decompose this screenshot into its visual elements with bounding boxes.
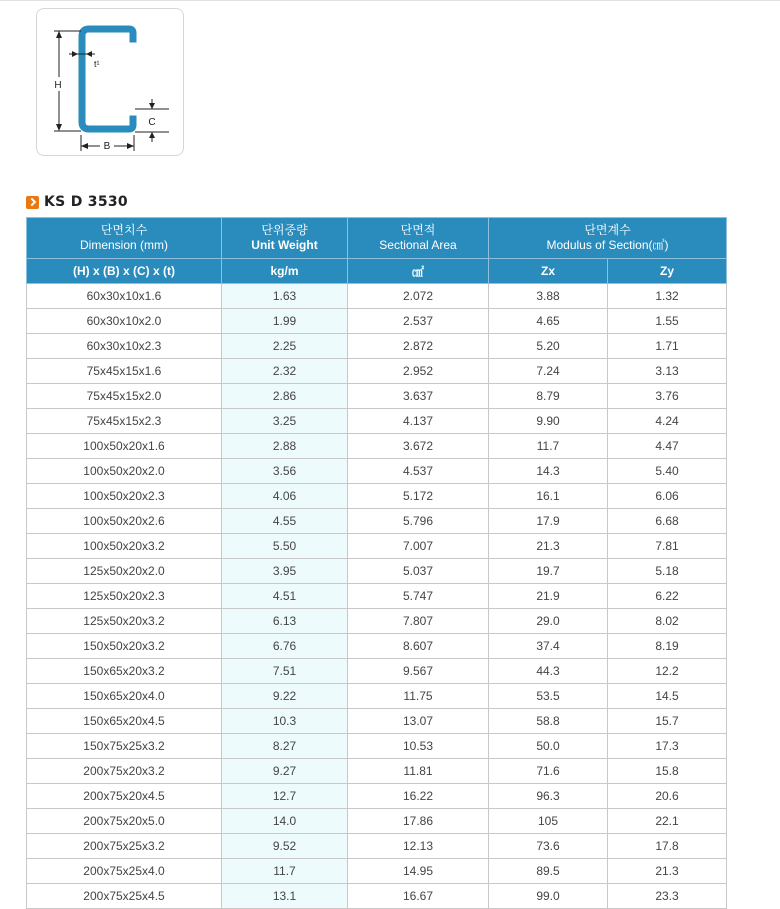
cell-zy: 17.8	[608, 834, 727, 859]
cell-dimension: 150x65x20x3.2	[27, 659, 222, 684]
cell-zx: 21.9	[489, 584, 608, 609]
table-row	[27, 784, 727, 809]
cell-area: 12.13	[348, 834, 489, 859]
table-row	[27, 609, 727, 634]
cell-dimension: 100x50x20x2.0	[27, 459, 222, 484]
cell-dimension: 60x30x10x2.0	[27, 309, 222, 334]
cell-area: 8.607	[348, 634, 489, 659]
cell-zx: 21.3	[489, 534, 608, 559]
cell-weight: 7.51	[222, 659, 348, 684]
cell-zy: 17.3	[608, 734, 727, 759]
header-modulus: 단면계수 Modulus of Section(㎤)	[489, 218, 727, 259]
cell-area: 3.672	[348, 434, 489, 459]
cell-zy: 12.2	[608, 659, 727, 684]
cell-area: 14.95	[348, 859, 489, 884]
label-c: C	[148, 117, 156, 128]
cell-zx: 16.1	[489, 484, 608, 509]
cell-area: 10.53	[348, 734, 489, 759]
cell-dimension: 150x50x20x3.2	[27, 634, 222, 659]
cell-zx: 44.3	[489, 659, 608, 684]
cell-weight: 4.06	[222, 484, 348, 509]
cell-weight: 13.1	[222, 884, 348, 909]
cell-dimension: 125x50x20x3.2	[27, 609, 222, 634]
cell-weight: 8.27	[222, 734, 348, 759]
cell-area: 4.537	[348, 459, 489, 484]
cell-zx: 105	[489, 809, 608, 834]
table-row	[27, 534, 727, 559]
cell-area: 7.007	[348, 534, 489, 559]
cell-weight: 2.25	[222, 334, 348, 359]
table-body	[27, 284, 727, 909]
cell-zy: 7.81	[608, 534, 727, 559]
cell-dimension: 200x75x25x3.2	[27, 834, 222, 859]
unit-zx: Zx	[489, 259, 608, 284]
channel-diagram-box	[36, 8, 184, 156]
cell-zy: 1.32	[608, 284, 727, 309]
cell-zx: 73.6	[489, 834, 608, 859]
cell-zx: 53.5	[489, 684, 608, 709]
cell-zy: 15.7	[608, 709, 727, 734]
cell-area: 5.172	[348, 484, 489, 509]
cell-dimension: 100x50x20x3.2	[27, 534, 222, 559]
cell-zy: 1.55	[608, 309, 727, 334]
cell-zx: 96.3	[489, 784, 608, 809]
cell-zx: 89.5	[489, 859, 608, 884]
table-row	[27, 634, 727, 659]
channel-profile	[82, 29, 133, 129]
cell-zy: 14.5	[608, 684, 727, 709]
cell-zy: 6.22	[608, 584, 727, 609]
cell-weight: 12.7	[222, 784, 348, 809]
table-row	[27, 759, 727, 784]
cell-weight: 1.63	[222, 284, 348, 309]
cell-zy: 3.76	[608, 384, 727, 409]
cell-weight: 14.0	[222, 809, 348, 834]
cell-zx: 14.3	[489, 459, 608, 484]
cell-zy: 21.3	[608, 859, 727, 884]
cell-zx: 9.90	[489, 409, 608, 434]
header-dimension: 단면치수 Dimension (mm)	[27, 218, 222, 259]
header-row-main	[27, 218, 727, 259]
cell-weight: 4.51	[222, 584, 348, 609]
cell-zy: 8.19	[608, 634, 727, 659]
cell-dimension: 100x50x20x2.3	[27, 484, 222, 509]
cell-area: 11.75	[348, 684, 489, 709]
table-row	[27, 684, 727, 709]
table-row	[27, 359, 727, 384]
cell-zy: 5.18	[608, 559, 727, 584]
table-row	[27, 659, 727, 684]
cell-weight: 6.13	[222, 609, 348, 634]
unit-zy: Zy	[608, 259, 727, 284]
top-divider	[0, 0, 780, 1]
section-heading	[26, 193, 128, 211]
cell-zy: 6.68	[608, 509, 727, 534]
cell-weight: 11.7	[222, 859, 348, 884]
table-row	[27, 284, 727, 309]
cell-dimension: 200x75x20x4.5	[27, 784, 222, 809]
cell-zx: 19.7	[489, 559, 608, 584]
cell-weight: 9.22	[222, 684, 348, 709]
table-row	[27, 834, 727, 859]
cell-weight: 5.50	[222, 534, 348, 559]
cell-dimension: 60x30x10x2.3	[27, 334, 222, 359]
cell-area: 3.637	[348, 384, 489, 409]
table-row	[27, 859, 727, 884]
table-row	[27, 509, 727, 534]
header-unit-weight: 단위중량 Unit Weight	[222, 218, 348, 259]
cell-zy: 22.1	[608, 809, 727, 834]
table-row	[27, 709, 727, 734]
cell-zx: 3.88	[489, 284, 608, 309]
cell-zx: 58.8	[489, 709, 608, 734]
cell-dimension: 150x75x25x3.2	[27, 734, 222, 759]
label-t: t¹	[94, 59, 100, 69]
unit-area: ㎠	[348, 259, 489, 284]
cell-dimension: 200x75x25x4.0	[27, 859, 222, 884]
header-sectional-area: 단면적 Sectional Area	[348, 218, 489, 259]
cell-dimension: 60x30x10x1.6	[27, 284, 222, 309]
spec-table	[26, 217, 727, 909]
cell-zx: 7.24	[489, 359, 608, 384]
cell-zy: 23.3	[608, 884, 727, 909]
header-row-units	[27, 259, 727, 284]
cell-dimension: 125x50x20x2.0	[27, 559, 222, 584]
cell-zy: 4.24	[608, 409, 727, 434]
cell-area: 2.952	[348, 359, 489, 384]
arrow-bullet-icon	[26, 196, 39, 209]
cell-weight: 9.52	[222, 834, 348, 859]
cell-area: 16.22	[348, 784, 489, 809]
cell-dimension: 200x75x20x5.0	[27, 809, 222, 834]
cell-weight: 3.25	[222, 409, 348, 434]
cell-zx: 4.65	[489, 309, 608, 334]
cell-area: 13.07	[348, 709, 489, 734]
cell-area: 2.537	[348, 309, 489, 334]
cell-weight: 6.76	[222, 634, 348, 659]
table-row	[27, 734, 727, 759]
label-b: B	[103, 141, 111, 152]
table-row	[27, 409, 727, 434]
cell-zx: 8.79	[489, 384, 608, 409]
cell-area: 5.796	[348, 509, 489, 534]
cell-weight: 9.27	[222, 759, 348, 784]
unit-weight: kg/m	[222, 259, 348, 284]
cell-area: 4.137	[348, 409, 489, 434]
cell-weight: 3.95	[222, 559, 348, 584]
cell-area: 2.872	[348, 334, 489, 359]
cell-zy: 6.06	[608, 484, 727, 509]
cell-zy: 20.6	[608, 784, 727, 809]
cell-weight: 4.55	[222, 509, 348, 534]
table-row	[27, 384, 727, 409]
table-row	[27, 484, 727, 509]
cell-weight: 10.3	[222, 709, 348, 734]
cell-zy: 3.13	[608, 359, 727, 384]
cell-weight: 2.32	[222, 359, 348, 384]
cell-area: 5.037	[348, 559, 489, 584]
table-row	[27, 459, 727, 484]
cell-weight: 2.86	[222, 384, 348, 409]
cell-dimension: 150x65x20x4.0	[27, 684, 222, 709]
table-row	[27, 884, 727, 909]
cell-area: 7.807	[348, 609, 489, 634]
cell-area: 17.86	[348, 809, 489, 834]
cell-zx: 71.6	[489, 759, 608, 784]
cell-dimension: 75x45x15x2.3	[27, 409, 222, 434]
section-title: KS D 3530	[44, 194, 128, 210]
table-row	[27, 434, 727, 459]
cell-zx: 37.4	[489, 634, 608, 659]
lipped-channel-diagram	[37, 9, 185, 157]
cell-weight: 1.99	[222, 309, 348, 334]
cell-zy: 5.40	[608, 459, 727, 484]
cell-area: 11.81	[348, 759, 489, 784]
cell-zy: 8.02	[608, 609, 727, 634]
cell-zy: 1.71	[608, 334, 727, 359]
cell-area: 16.67	[348, 884, 489, 909]
cell-area: 2.072	[348, 284, 489, 309]
table-row	[27, 559, 727, 584]
cell-dimension: 200x75x20x3.2	[27, 759, 222, 784]
unit-dimension: (H) x (B) x (C) x (t)	[27, 259, 222, 284]
cell-area: 5.747	[348, 584, 489, 609]
cell-dimension: 200x75x25x4.5	[27, 884, 222, 909]
table-row	[27, 584, 727, 609]
cell-dimension: 125x50x20x2.3	[27, 584, 222, 609]
cell-area: 9.567	[348, 659, 489, 684]
cell-dimension: 100x50x20x2.6	[27, 509, 222, 534]
cell-zx: 5.20	[489, 334, 608, 359]
cell-weight: 2.88	[222, 434, 348, 459]
table-row	[27, 334, 727, 359]
table-row	[27, 809, 727, 834]
cell-zx: 17.9	[489, 509, 608, 534]
cell-zx: 29.0	[489, 609, 608, 634]
table-row	[27, 309, 727, 334]
label-h: H	[54, 80, 62, 91]
cell-dimension: 150x65x20x4.5	[27, 709, 222, 734]
cell-zx: 11.7	[489, 434, 608, 459]
cell-weight: 3.56	[222, 459, 348, 484]
cell-dimension: 75x45x15x1.6	[27, 359, 222, 384]
cell-dimension: 100x50x20x1.6	[27, 434, 222, 459]
cell-zx: 99.0	[489, 884, 608, 909]
cell-zy: 4.47	[608, 434, 727, 459]
cell-zx: 50.0	[489, 734, 608, 759]
cell-dimension: 75x45x15x2.0	[27, 384, 222, 409]
cell-zy: 15.8	[608, 759, 727, 784]
